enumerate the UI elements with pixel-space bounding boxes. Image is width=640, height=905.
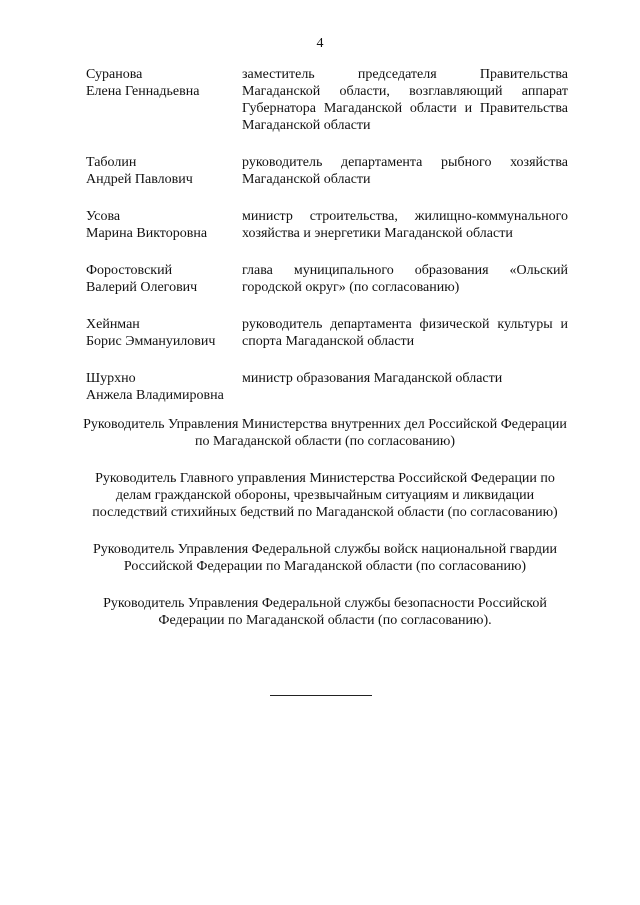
member-role: заместитель председателя Правительства Магаданской области, возглавляющий аппарат Губернатора Магаданской области и Правительства Магаданской области — [242, 67, 568, 133]
member-entry — [86, 154, 568, 188]
member-entry — [86, 208, 568, 242]
member-surname: Суранова — [86, 67, 143, 82]
organization-entry: Руководитель Управления Министерства внутренних дел Российской Федерации по Магаданской области (по согласованию) — [83, 417, 567, 449]
member-surname: Форостовский — [86, 263, 173, 278]
organization-entry: Руководитель Управления Федеральной службы войск национальной гвардии Российской Федерации по Магаданской области (по согласованию) — [92, 542, 558, 574]
member-role: руководитель департамента рыбного хозяйства Магаданской области — [242, 155, 568, 187]
page-number: 4 — [316, 36, 324, 51]
member-name — [86, 208, 242, 242]
member-entry — [86, 316, 568, 350]
member-surname: Хейнман — [86, 317, 140, 332]
member-given-name: Андрей Павлович — [86, 172, 193, 187]
member-given-name: Валерий Олегович — [86, 280, 198, 295]
members-list — [86, 66, 568, 424]
member-name — [86, 154, 242, 188]
end-divider — [270, 695, 372, 696]
member-name — [86, 316, 242, 350]
member-surname: Шурхно — [86, 371, 136, 386]
organization-entry: Руководитель Управления Федеральной службы безопасности Российской Федерации по Магаданской области (по согласованию). — [103, 596, 547, 628]
member-name — [86, 262, 242, 296]
member-name — [86, 66, 242, 134]
member-surname: Таболин — [86, 155, 137, 170]
member-role: министр строительства, жилищно-коммунального хозяйства и энергетики Магаданской области — [242, 209, 568, 241]
member-given-name: Борис Эммануилович — [86, 334, 216, 349]
member-role: руководитель департамента физической культуры и спорта Магаданской области — [242, 317, 568, 349]
organizations-list — [80, 402, 570, 649]
member-name — [86, 370, 242, 404]
member-role: министр образования Магаданской области — [242, 371, 503, 386]
organization-entry: Руководитель Главного управления Министерства Российской Федерации по делам гражданской обороны, чрезвычайным ситуациям и ликвидации последствий стихийных бедствий по Магаданской области (по согласованию) — [92, 471, 558, 520]
member-entry — [86, 370, 568, 404]
member-given-name: Марина Викторовна — [86, 226, 208, 241]
member-role: глава муниципального образования «Ольский городской округ» (по согласованию) — [242, 263, 568, 295]
member-entry — [86, 66, 568, 134]
member-entry — [86, 262, 568, 296]
member-given-name: Елена Геннадьевна — [86, 84, 200, 99]
member-surname: Усова — [86, 209, 121, 224]
member-given-name: Анжела Владимировна — [86, 388, 224, 403]
